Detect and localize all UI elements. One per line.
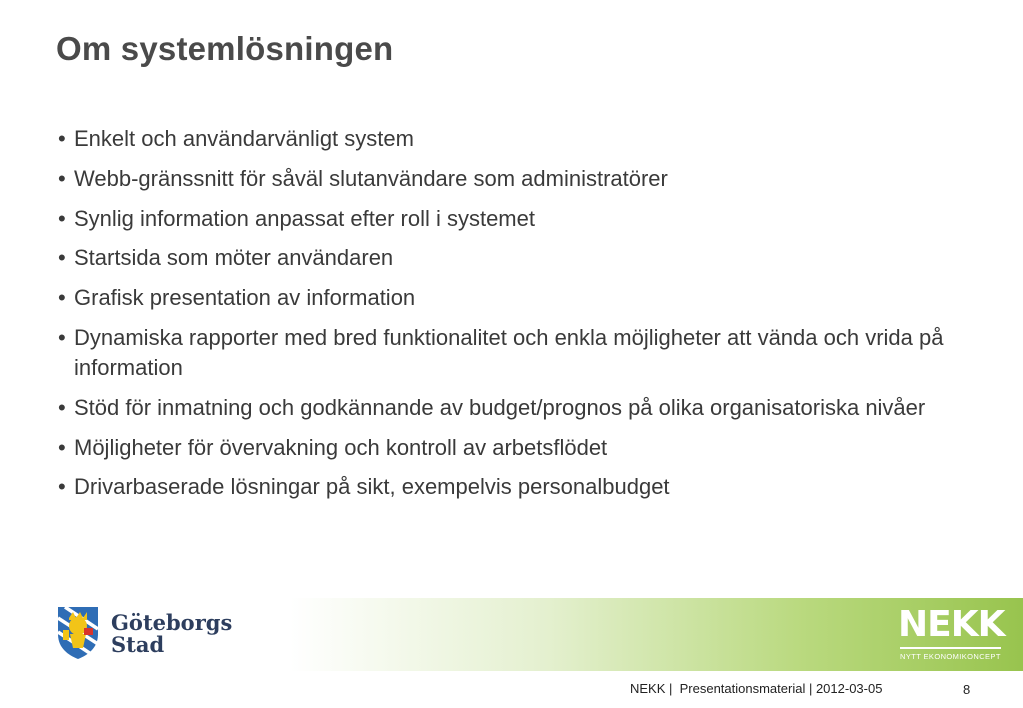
bullet-item: • Drivarbaserade lösningar på sikt, exempelvis personalbudget [58,472,988,502]
nekk-logo-tagline: NYTT EKONOMIKONCEPT [900,652,1001,661]
bullet-item: • Enkelt och användarvänligt system [58,124,988,154]
bullet-item: • Webb-gränssnitt för såväl slutanvändare som administratörer [58,164,988,194]
nekk-logo-word: NEKK [898,604,1005,645]
city-name-line1: Göteborgs [111,610,233,635]
bullet-item: • Synlig information anpassat efter roll i systemet [58,204,988,234]
page-number: 8 [963,682,971,697]
city-crest-icon [55,604,101,660]
bullet-list [58,124,988,512]
footer-text: NEKK | Presentationsmaterial | 2012-03-05 [630,681,883,696]
bullet-item: • Startsida som möter användaren [58,243,988,273]
bullet-item: • Grafisk presentation av information [58,283,988,313]
bullet-item: • Möjligheter för övervakning och kontroll av arbetsflödet [58,433,988,463]
city-name [111,612,232,656]
goteborgs-stad-logo [55,604,233,662]
bullet-item: • Dynamiska rapporter med bred funktionalitet och enkla möjligheter att vända och vrida på information [58,323,988,383]
bullet-item: • Stöd för inmatning och godkännande av budget/prognos på olika organisatoriska nivåer [58,393,988,423]
nekk-logo [898,605,1008,663]
slide-title: Om systemlösningen [56,30,394,67]
nekk-logo-rule [900,647,1001,649]
city-name-line2: Stad [111,632,165,657]
